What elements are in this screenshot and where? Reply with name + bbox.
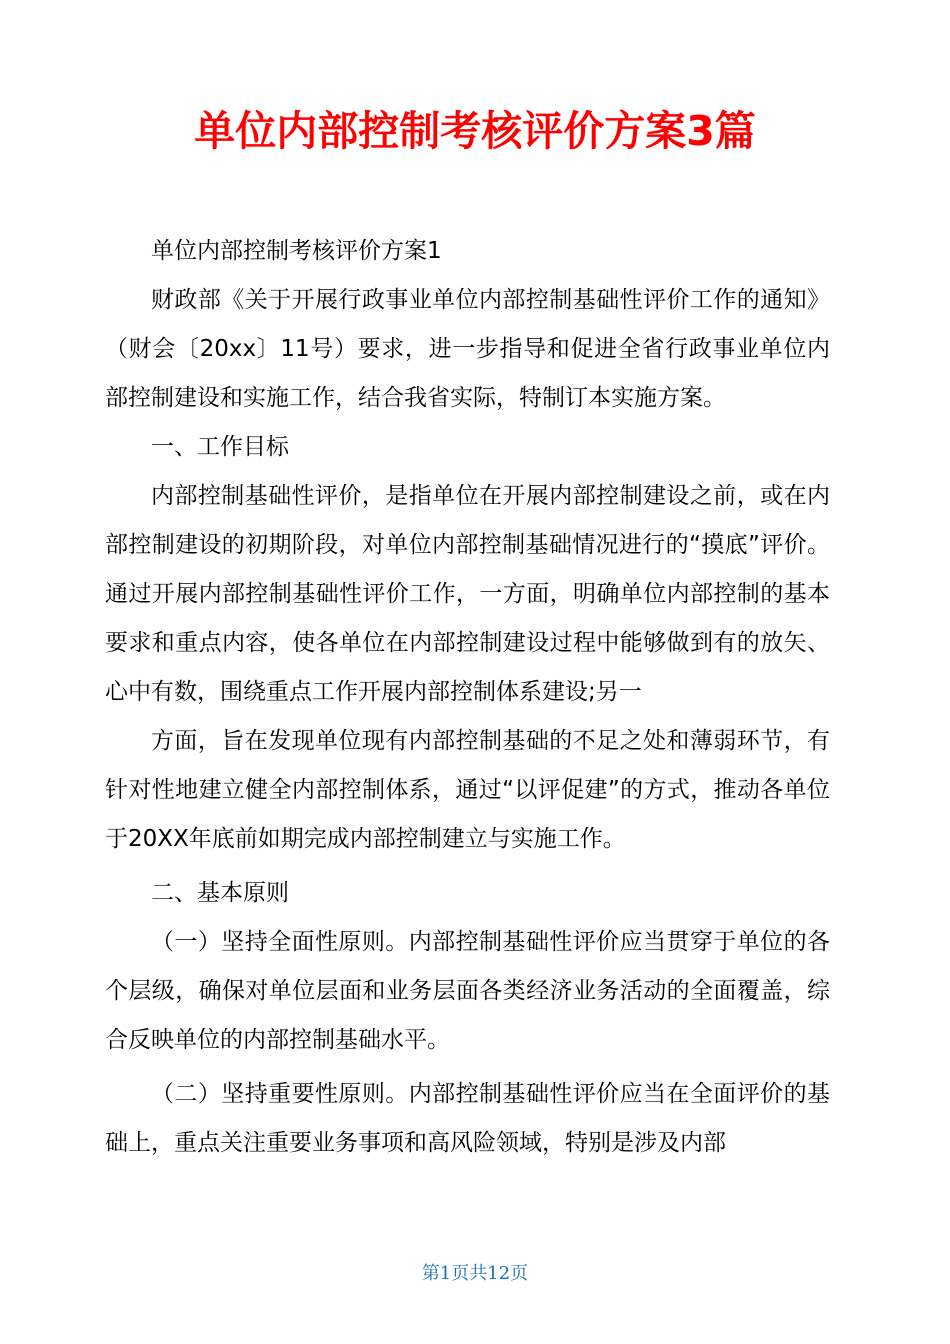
section-heading: 一、工作目标 xyxy=(151,434,289,460)
paragraph: 方面，旨在发现单位现有内部控制基础的不足之处和薄弱环节，有针对性地建立健全内部控制体系，通过“以评促建”的方式，推动各单位于20XX年底前如期完成内部控制建立与实施工作。 xyxy=(105,728,830,852)
paragraph: 财政部《关于开展行政事业单位内部控制基础性评价工作的通知》（财会〔20xx〕11号）要求，进一步指导和促进全省行政事业单位内部控制建设和实施工作，结合我省实际，特制订本实施方案。 xyxy=(105,287,830,411)
paragraph: 内部控制基础性评价，是指单位在开展内部控制建设之前，或在内部控制建设的初期阶段，对单位内部控制基础情况进行的“摸底”评价。通过开展内部控制基础性评价工作，一方面，明确单位内部控制的基本要求和重点内容，使各单位在内部控制建设过程中能够做到有的放矢、心中有数，围绕重点工作开展内部控制体系建设;另一 xyxy=(105,483,830,705)
section-heading: 二、基本原则 xyxy=(151,880,289,906)
section-heading: 单位内部控制考核评价方案1 xyxy=(151,238,442,264)
paragraph: （二）坚持重要性原则。内部控制基础性评价应当在全面评价的基础上，重点关注重要业务事项和高风险领域，特别是涉及内部 xyxy=(105,1081,830,1156)
page-footer: 第1页共12页 xyxy=(421,1263,529,1284)
paragraph: （一）坚持全面性原则。内部控制基础性评价应当贯穿于单位的各个层级，确保对单位层面和业务层面各类经济业务活动的全面覆盖，综合反映单位的内部控制基础水平。 xyxy=(105,929,830,1053)
page-title: 单位内部控制考核评价方案3篇 xyxy=(194,107,756,155)
document-body xyxy=(105,227,830,1168)
